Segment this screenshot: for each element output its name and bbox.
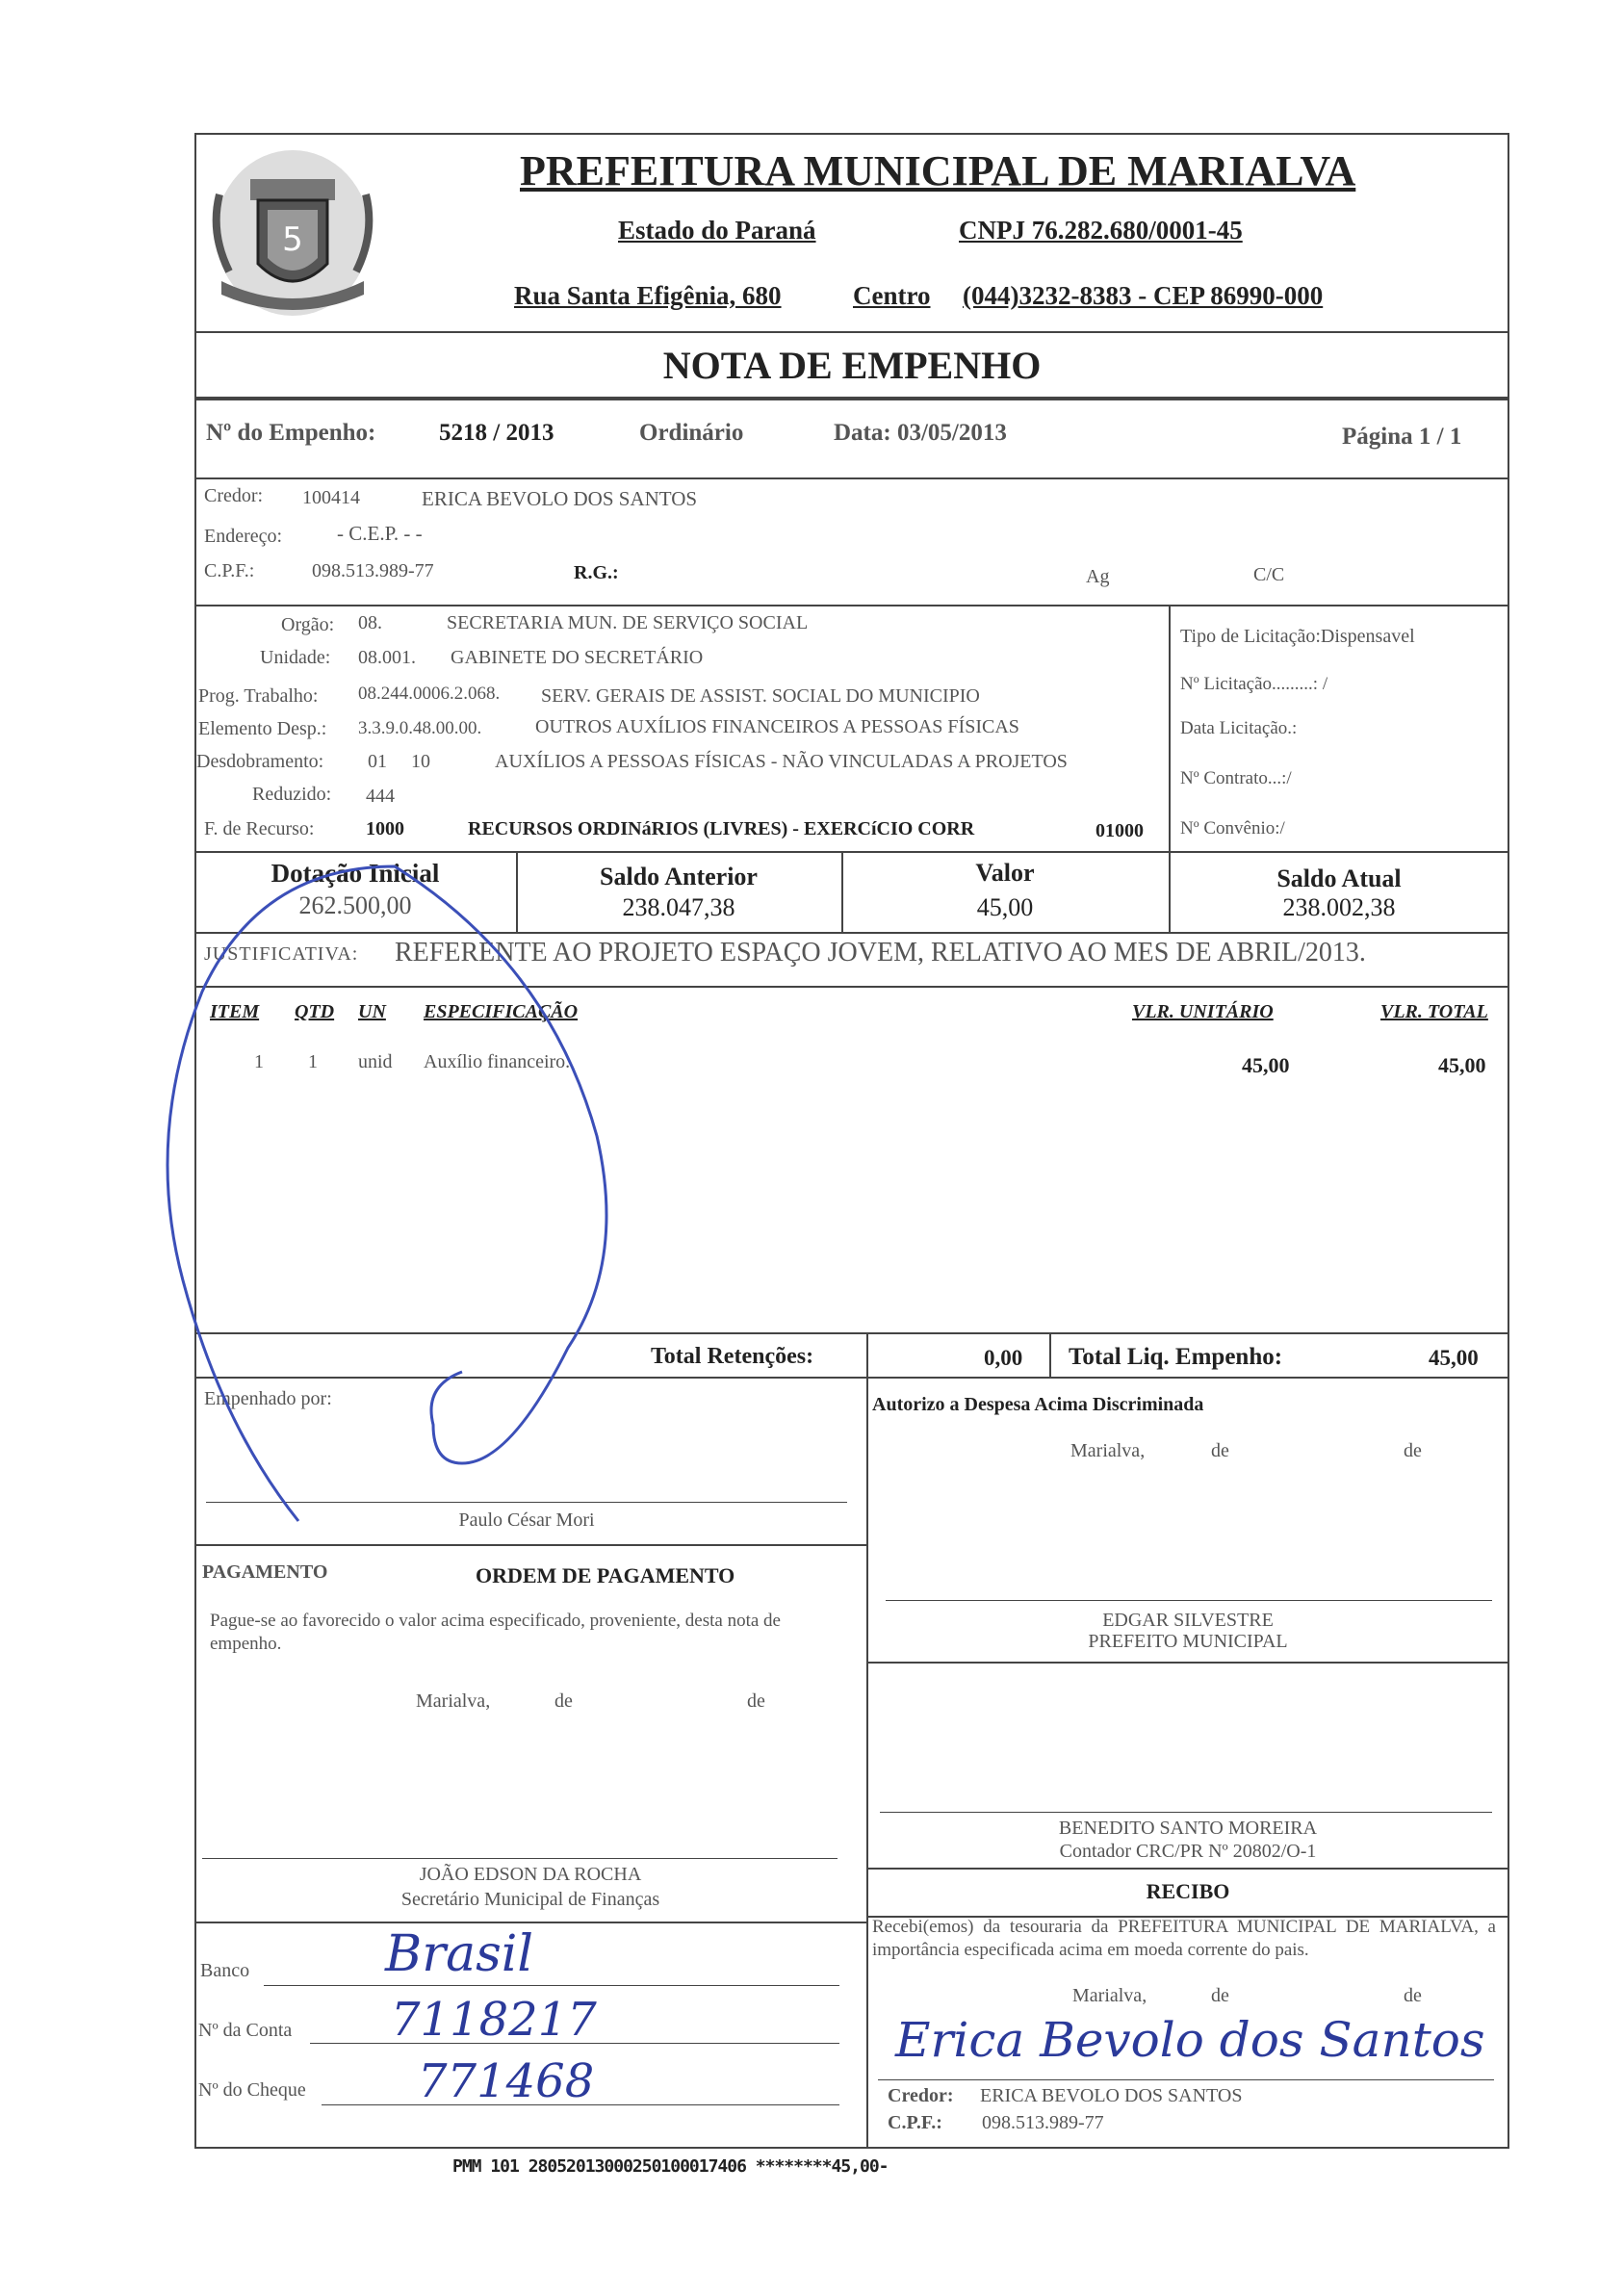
item-unit: unid xyxy=(358,1051,393,1072)
recurso-code: 1000 xyxy=(366,818,404,839)
saldo-atual-label: Saldo Atual xyxy=(1276,864,1402,892)
prefeito-role: PREFEITO MUNICIPAL xyxy=(1088,1631,1288,1652)
licitacao-type: Tipo de Licitação:Dispensavel xyxy=(1180,626,1415,647)
recibo-text: Recebi(emos) da tesouraria da PREFEITURA MUNICIPAL DE MARIALVA, a importância especificada acima em moeda corrente do pais. xyxy=(872,1917,1496,1960)
pen-mark-annotation xyxy=(144,847,645,1540)
prog-trabalho-label: Prog. Trabalho: xyxy=(198,685,319,707)
empenho-date: Data: 03/05/2013 xyxy=(834,420,1007,446)
rg-label: R.G.: xyxy=(574,562,619,583)
total-liquido-label: Total Liq. Empenho: xyxy=(1069,1344,1283,1370)
page-indicator: Página 1 / 1 xyxy=(1342,424,1462,450)
pagamento-label: PAGAMENTO xyxy=(202,1561,328,1583)
empenho-type: Ordinário xyxy=(639,420,744,446)
ag-label: Ag xyxy=(1086,566,1110,587)
cheque-value: 771468 xyxy=(418,2054,595,2108)
recibo-de-2: de xyxy=(1404,1985,1422,2006)
orgao-label: Orgão: xyxy=(281,614,335,635)
column-header-unit-value: VLR. UNITÁRIO xyxy=(1132,1001,1274,1022)
banco-label: Banco xyxy=(200,1960,250,1981)
divider xyxy=(866,1662,1509,1664)
recibo-cpf-value: 098.513.989-77 xyxy=(982,2112,1104,2133)
autorizo-city: Marialva, xyxy=(1070,1440,1146,1461)
saldo-anterior-value: 238.047,38 xyxy=(622,893,735,921)
pagamento-de-1: de xyxy=(554,1690,573,1712)
cc-label: C/C xyxy=(1253,564,1285,585)
contador-role: Contador CRC/PR Nº 20802/O-1 xyxy=(1059,1841,1317,1862)
column-header-item: ITEM xyxy=(210,1001,260,1022)
saldo-anterior-label: Saldo Anterior xyxy=(600,863,758,890)
divider xyxy=(194,397,1509,400)
signature-line xyxy=(880,1812,1492,1813)
total-liquido-value: 45,00 xyxy=(1429,1346,1479,1370)
conta-label: Nº da Conta xyxy=(198,2020,293,2041)
credor-code: 100414 xyxy=(302,487,360,508)
state-label: Estado do Paraná xyxy=(618,216,816,245)
justificativa-label: JUSTIFICATIVA: xyxy=(204,943,359,965)
item-number: 1 xyxy=(254,1051,264,1072)
prog-trabalho-description: SERV. GERAIS DE ASSIST. SOCIAL DO MUNICIPIO xyxy=(541,685,980,707)
ordem-pagamento-title: ORDEM DE PAGAMENTO xyxy=(476,1563,735,1587)
phone-cep-label: (044)3232-8383 - CEP 86990-000 xyxy=(963,281,1324,310)
desdobramento-code: 01 10 xyxy=(368,751,430,772)
item-unit-value: 45,00 xyxy=(1242,1053,1290,1077)
autorizo-de-2: de xyxy=(1404,1440,1422,1461)
barcode-text: PMM 101 28052013000250100017406 ********45,00- xyxy=(452,2156,889,2177)
cheque-label: Nº do Cheque xyxy=(198,2079,306,2101)
cpf-label: C.P.F.: xyxy=(204,560,255,581)
orgao-code: 08. xyxy=(358,612,382,633)
municipality-title: PREFEITURA MUNICIPAL DE MARIALVA xyxy=(520,147,1356,194)
saldo-atual-value: 238.002,38 xyxy=(1282,893,1396,921)
recurso-description: RECURSOS ORDINáRIOS (LIVRES) - EXERCíCIO CORR xyxy=(468,818,975,839)
dotacao-inicial-label: Dotação Inicial xyxy=(271,859,440,888)
empenhado-por-name: Paulo César Mori xyxy=(458,1509,595,1531)
item-total-value: 45,00 xyxy=(1438,1053,1486,1077)
autorizo-de-1: de xyxy=(1211,1440,1229,1461)
column-header-total-value: VLR. TOTAL xyxy=(1380,1001,1488,1022)
divider xyxy=(194,1544,866,1546)
valor-value: 45,00 xyxy=(976,893,1034,921)
credor-label: Credor: xyxy=(204,485,264,506)
recibo-credor-name: ERICA BEVOLO DOS SANTOS xyxy=(980,2085,1243,2106)
item-quantity: 1 xyxy=(308,1051,318,1072)
recurso-ref: 01000 xyxy=(1095,820,1144,841)
divider xyxy=(194,331,1509,333)
divider xyxy=(194,605,1509,606)
empenho-number: 5218 / 2013 xyxy=(439,420,554,446)
unidade-label: Unidade: xyxy=(260,647,331,668)
banco-line xyxy=(264,1985,839,1986)
address-label: Endereço: xyxy=(204,526,283,547)
column-header-especificacao: ESPECIFICAÇÃO xyxy=(424,1001,579,1022)
recibo-cpf-label: C.P.F.: xyxy=(888,2112,942,2133)
divider xyxy=(1169,605,1171,851)
contrato-number: Nº Contrato...:/ xyxy=(1180,768,1292,788)
recurso-label: F. de Recurso: xyxy=(204,818,315,839)
signature-line xyxy=(886,1600,1492,1601)
district-label: Centro xyxy=(853,281,931,310)
secretario-role: Secretário Municipal de Finanças xyxy=(400,1889,660,1910)
licitacao-number: Nº Licitação.........: / xyxy=(1180,674,1328,694)
desdobramento-label: Desdobramento: xyxy=(196,751,324,772)
signature-line xyxy=(878,2079,1494,2080)
cpf-value: 098.513.989-77 xyxy=(312,560,434,581)
column-header-qtd: QTD xyxy=(295,1001,335,1022)
contador-name: BENEDITO SANTO MOREIRA xyxy=(1058,1818,1318,1839)
secretario-name: JOÃO EDSON DA ROCHA xyxy=(419,1864,642,1885)
elemento-code: 3.3.9.0.48.00.00. xyxy=(358,718,482,738)
recibo-credor-label: Credor: xyxy=(888,2085,954,2106)
reduzido-value: 444 xyxy=(366,786,395,807)
elemento-description: OUTROS AUXÍLIOS FINANCEIROS A PESSOAS FÍSICAS xyxy=(535,716,1019,737)
elemento-label: Elemento Desp.: xyxy=(198,718,327,739)
desdobramento-description: AUXÍLIOS A PESSOAS FÍSICAS - NÃO VINCULADAS A PROJETOS xyxy=(495,751,1068,772)
banco-value: Brasil xyxy=(385,1925,534,1983)
divider xyxy=(1049,1332,1051,1377)
column-header-un: UN xyxy=(358,1001,386,1022)
empenho-number-label: Nº do Empenho: xyxy=(206,420,376,446)
item-specification: Auxílio financeiro. xyxy=(424,1051,571,1072)
divider xyxy=(866,1377,868,2149)
valor-label: Valor xyxy=(975,859,1035,887)
divider xyxy=(866,1332,868,1377)
total-retencoes-value: 0,00 xyxy=(984,1346,1023,1370)
divider xyxy=(866,1868,1509,1870)
coat-of-arms-logo xyxy=(200,137,385,325)
prog-trabalho-code: 08.244.0006.2.068. xyxy=(358,684,501,704)
street-label: Rua Santa Efigênia, 680 xyxy=(514,281,782,310)
reduzido-label: Reduzido: xyxy=(252,784,332,805)
cnpj-label: CNPJ 76.282.680/0001-45 xyxy=(959,216,1243,245)
pagamento-city: Marialva, xyxy=(416,1690,491,1712)
pagamento-de-2: de xyxy=(747,1690,765,1712)
recibo-title: RECIBO xyxy=(1146,1879,1230,1903)
recibo-de-1: de xyxy=(1211,1985,1229,2006)
svg-text:5: 5 xyxy=(282,220,303,259)
divider xyxy=(194,1922,866,1923)
divider xyxy=(194,477,1509,479)
licitacao-date: Data Licitação.: xyxy=(1180,718,1298,738)
pagamento-text: Pague-se ao favorecido o valor acima especificado, proveniente, desta nota de empenho. xyxy=(210,1611,781,1654)
empenhado-por-label: Empenhado por: xyxy=(204,1388,332,1409)
unidade-code: 08.001. xyxy=(358,647,416,668)
autorizo-label: Autorizo a Despesa Acima Discriminada xyxy=(872,1394,1204,1415)
credor-signature: Erica Bevolo dos Santos xyxy=(895,2012,1485,2068)
document-title: NOTA DE EMPENHO xyxy=(662,344,1042,387)
justificativa-text: REFERENTE AO PROJETO ESPAÇO JOVEM, RELATIVO AO MES DE ABRIL/2013. xyxy=(395,938,1366,967)
orgao-description: SECRETARIA MUN. DE SERVIÇO SOCIAL xyxy=(447,612,809,633)
dotacao-inicial-value: 262.500,00 xyxy=(298,891,412,919)
conta-value: 7118217 xyxy=(391,1993,597,2047)
total-retencoes-label: Total Retenções: xyxy=(651,1344,814,1369)
signature-line xyxy=(202,1858,838,1859)
recibo-city: Marialva, xyxy=(1072,1985,1147,2006)
credor-name: ERICA BEVOLO DOS SANTOS xyxy=(422,487,698,510)
unidade-description: GABINETE DO SECRETÁRIO xyxy=(451,647,704,668)
address-value: - C.E.P. - - xyxy=(337,522,423,545)
prefeito-name: EDGAR SILVESTRE xyxy=(1102,1610,1274,1631)
convenio-number: Nº Convênio:/ xyxy=(1180,818,1285,838)
